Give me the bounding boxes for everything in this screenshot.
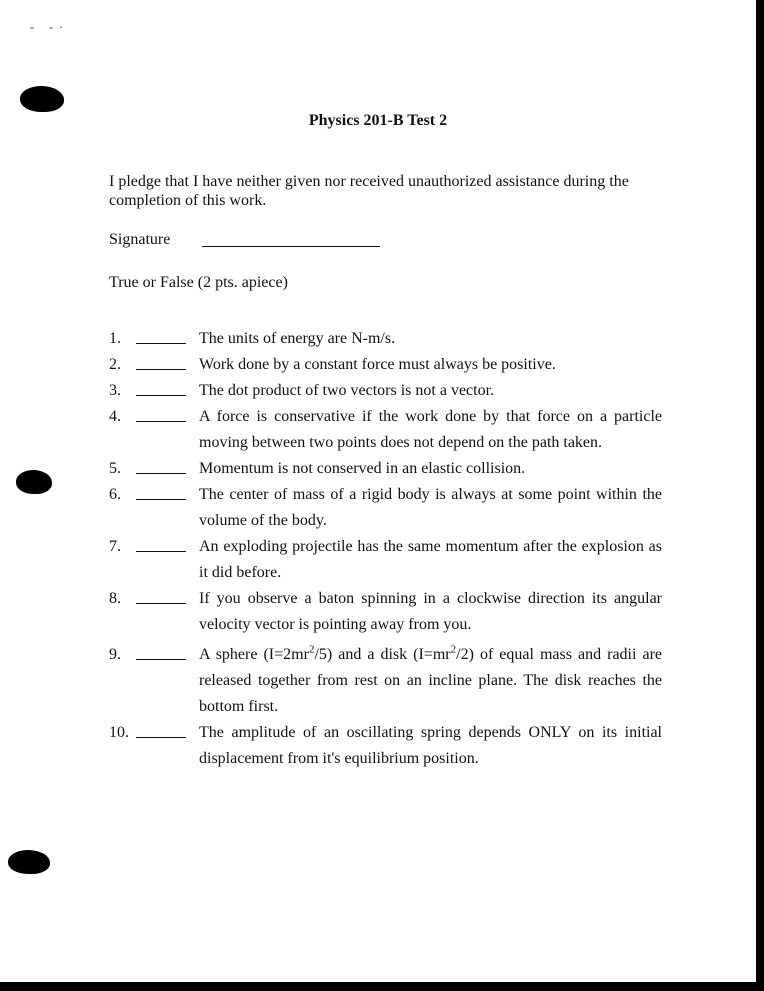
page-title: Physics 201-B Test 2 (308, 112, 448, 129)
question-1 (109, 326, 662, 352)
question-number: 1. (109, 330, 121, 347)
question-text: The dot product of two vectors is not a vector. (199, 382, 495, 399)
punch-hole-top (20, 86, 64, 112)
question-4 (109, 404, 662, 456)
question-text: Work done by a constant force must always be positive. (199, 356, 556, 373)
answer-blank[interactable] (136, 378, 186, 396)
question-list (109, 326, 662, 772)
scan-specks: - -· (30, 20, 69, 34)
question-8 (109, 586, 662, 638)
question-number: 9. (109, 646, 121, 663)
honor-pledge: I pledge that I have neither given nor received unauthorized assistance during the completion of this work. (109, 173, 629, 209)
signature-line[interactable] (202, 246, 380, 247)
question-text: If you observe a baton spinning in a clockwise direction its angular velocity vector is pointing away from you. (199, 590, 662, 633)
answer-blank[interactable] (136, 720, 186, 738)
answer-blank[interactable] (136, 456, 186, 474)
question-2 (109, 352, 662, 378)
question-text: A force is conservative if the work done by that force on a particle moving between two points does not depend on the path taken. (199, 408, 662, 451)
punch-hole-middle (16, 470, 52, 494)
question-7 (109, 534, 662, 586)
answer-blank[interactable] (136, 642, 186, 660)
question-9 (109, 642, 662, 720)
question-number: 10. (109, 724, 129, 741)
question-number: 2. (109, 356, 121, 373)
question-10 (109, 720, 662, 772)
question-number: 3. (109, 382, 121, 399)
answer-blank[interactable] (136, 534, 186, 552)
question-number: 6. (109, 486, 121, 503)
question-5 (109, 456, 662, 482)
answer-blank[interactable] (136, 404, 186, 422)
question-text: Momentum is not conserved in an elastic collision. (199, 460, 526, 477)
question-6 (109, 482, 662, 534)
question-number: 5. (109, 460, 121, 477)
punch-hole-bottom (8, 850, 50, 874)
question-number: 7. (109, 538, 121, 555)
question-text: A sphere $(I=2mr^2/5)$ and a disk $(I=mr^2/2)$ of equal mass and radii are released together from rest on an incline plane. The disk reaches the bottom first. (199, 643, 662, 715)
section-heading: True or False (2 pts. apiece) (109, 274, 288, 291)
answer-blank[interactable] (136, 352, 186, 370)
question-text: The center of mass of a rigid body is always at some point within the volume of the body. (199, 486, 662, 529)
question-3 (109, 378, 662, 404)
answer-blank[interactable] (136, 586, 186, 604)
question-text: The amplitude of an oscillating spring depends ONLY on its initial displacement from it's equilibrium position. (199, 724, 662, 767)
answer-blank[interactable] (136, 482, 186, 500)
question-text: An exploding projectile has the same momentum after the explosion as it did before. (199, 538, 662, 581)
question-number: 8. (109, 590, 121, 607)
answer-blank[interactable] (136, 326, 186, 344)
question-text: The units of energy are N-m/s. (199, 330, 396, 347)
signature-label: Signature (109, 231, 171, 248)
question-number: 4. (109, 408, 121, 425)
